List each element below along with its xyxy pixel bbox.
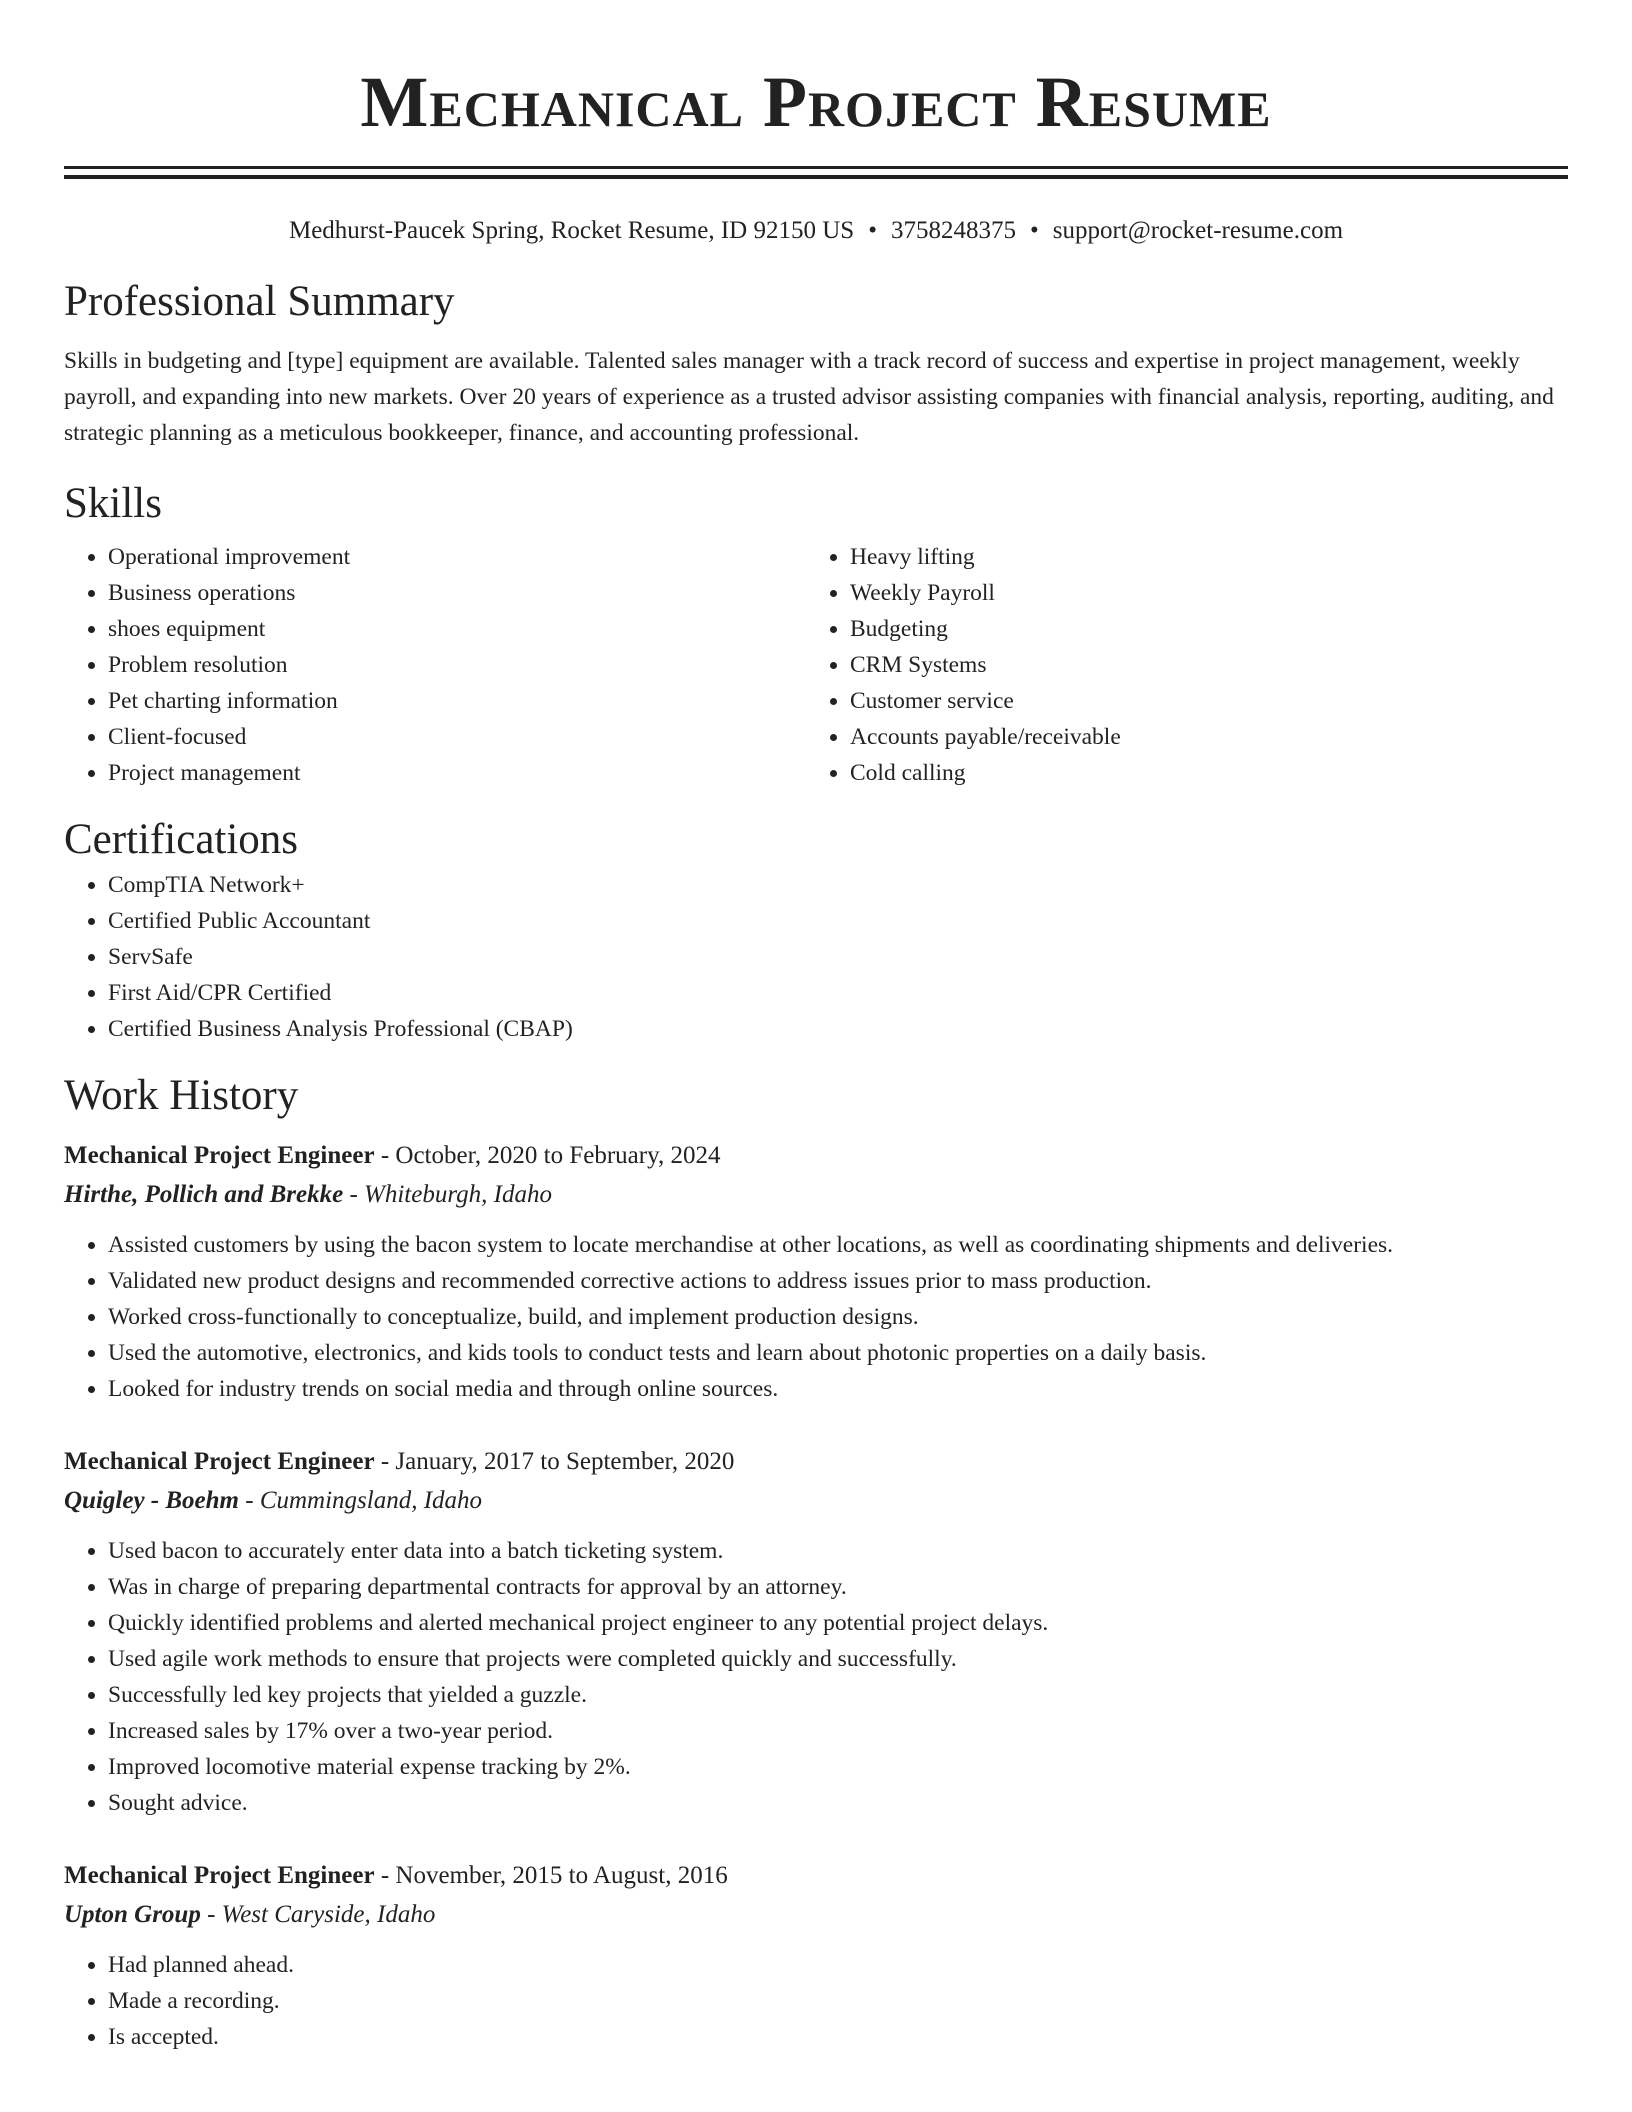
job-bullet: • Improved locomotive material expense tracking by 2%. (108, 1749, 1568, 1785)
job-bullets (64, 1947, 1568, 2055)
job-bullets (64, 1227, 1568, 1407)
skill-item: • Budgeting (850, 611, 1548, 647)
job-company-line: Hirthe, Pollich and Brekke - Whiteburgh, Idaho (64, 1181, 552, 1208)
certifications-list (64, 867, 1568, 1047)
job-bullet: • Used bacon to accurately enter data into a batch ticketing system. (108, 1533, 1568, 1569)
job-entry (64, 1137, 1568, 1407)
job-dates: November, 2015 to August, 2016 (395, 1862, 728, 1889)
page-title: Mechanical Project Resume (360, 62, 1272, 142)
skills-column-right (806, 539, 1548, 791)
job-bullet: • Looked for industry trends on social media and through online sources. (108, 1371, 1568, 1407)
job-title-line: Mechanical Project Engineer - November, 2015 to August, 2016 (64, 1862, 728, 1889)
skills-heading: Skills (64, 480, 162, 527)
skills-grid (64, 539, 1568, 791)
certification-item: • CompTIA Network+ (108, 867, 1568, 903)
job-bullet: • Made a recording. (108, 1983, 1568, 2019)
skill-item: • Heavy lifting (850, 539, 1548, 575)
job-title: Mechanical Project Engineer (64, 1448, 375, 1475)
summary-text: Skills in budgeting and [type] equipment are available. Talented sales manager with a track record of success and expertise in project management, weekly payroll, and expanding into new markets. Over 20 years of experience as a trusted advisor assisting companies with financial analysis, reporting, auditing, and strategic planning as a meticulous bookkeeper, finance, and accounting professional. (64, 348, 1554, 446)
skill-item: • Customer service (850, 683, 1548, 719)
job-location: Cummingsland, Idaho (259, 1487, 483, 1514)
job-bullet: • Validated new product designs and recommended corrective actions to address issues prior to mass production. (108, 1263, 1568, 1299)
job-title-line: Mechanical Project Engineer - January, 2017 to September, 2020 (64, 1448, 735, 1475)
job-location: West Caryside, Idaho (221, 1901, 436, 1928)
skills-list-right (806, 539, 1548, 791)
certification-item: • Certified Business Analysis Professional (CBAP) (108, 1011, 1568, 1047)
job-title: Mechanical Project Engineer (64, 1862, 375, 1889)
job-entry (64, 1857, 1568, 2055)
job-bullet: • Increased sales by 17% over a two-year period. (108, 1713, 1568, 1749)
certification-item: • ServSafe (108, 939, 1568, 975)
work-history-heading: Work History (64, 1072, 299, 1119)
skill-item: • CRM Systems (850, 647, 1548, 683)
job-company-line: Quigley - Boehm - Cummingsland, Idaho (64, 1487, 483, 1514)
job-company: Upton Group (64, 1901, 201, 1928)
job-title: Mechanical Project Engineer (64, 1142, 375, 1169)
skill-item: • shoes equipment (108, 611, 806, 647)
job-company-line: Upton Group - West Caryside, Idaho (64, 1901, 436, 1928)
contact-address: Medhurst-Paucek Spring, Rocket Resume, ID 92150 US (288, 217, 855, 244)
job-bullet: • Had planned ahead. (108, 1947, 1568, 1983)
job-company: Quigley - Boehm (64, 1487, 239, 1514)
skills-column-left (64, 539, 806, 791)
skill-item: • Business operations (108, 575, 806, 611)
contact-email[interactable]: support@rocket-resume.com (1052, 217, 1344, 244)
contact-separator: • (868, 217, 877, 244)
skill-item: • Project management (108, 755, 806, 791)
job-entry (64, 1443, 1568, 1821)
skill-item: • Accounts payable/receivable (850, 719, 1548, 755)
job-bullet: • Was in charge of preparing departmental contracts for approval by an attorney. (108, 1569, 1568, 1605)
job-bullet: • Is accepted. (108, 2019, 1568, 2055)
title-divider-bottom (64, 175, 1568, 179)
skill-item: • Weekly Payroll (850, 575, 1548, 611)
skill-item: • Problem resolution (108, 647, 806, 683)
job-title-line: Mechanical Project Engineer - October, 2020 to February, 2024 (64, 1142, 721, 1169)
job-dates: January, 2017 to September, 2020 (395, 1448, 735, 1475)
skill-item: • Operational improvement (108, 539, 806, 575)
job-company: Hirthe, Pollich and Brekke (64, 1181, 344, 1208)
job-bullet: • Quickly identified problems and alerted mechanical project engineer to any potential project delays. (108, 1605, 1568, 1641)
certification-item: • First Aid/CPR Certified (108, 975, 1568, 1011)
skill-item: • Client-focused (108, 719, 806, 755)
job-bullet: • Assisted customers by using the bacon system to locate merchandise at other locations, as well as coordinating shipments and deliveries. (108, 1227, 1568, 1263)
job-bullet: • Successfully led key projects that yielded a guzzle. (108, 1677, 1568, 1713)
skill-item: • Cold calling (850, 755, 1548, 791)
skill-item: • Pet charting information (108, 683, 806, 719)
certifications-heading: Certifications (64, 816, 299, 863)
job-bullet: • Used the automotive, electronics, and kids tools to conduct tests and learn about photonic properties on a daily basis. (108, 1335, 1568, 1371)
job-bullet: • Sought advice. (108, 1785, 1568, 1821)
job-location: Whiteburgh, Idaho (364, 1181, 552, 1208)
summary-heading: Professional Summary (64, 278, 455, 325)
certification-item: • Certified Public Accountant (108, 903, 1568, 939)
skills-list-left (64, 539, 806, 791)
contact-line (64, 215, 1568, 247)
job-bullets (64, 1533, 1568, 1821)
job-dates: October, 2020 to February, 2024 (395, 1142, 721, 1169)
job-bullet: • Worked cross-functionally to conceptualize, build, and implement production designs. (108, 1299, 1568, 1335)
job-bullet: • Used agile work methods to ensure that projects were completed quickly and successfully. (108, 1641, 1568, 1677)
title-divider-top (64, 166, 1568, 169)
contact-separator: • (1029, 217, 1039, 244)
contact-phone: 3758248375 (890, 217, 1016, 244)
